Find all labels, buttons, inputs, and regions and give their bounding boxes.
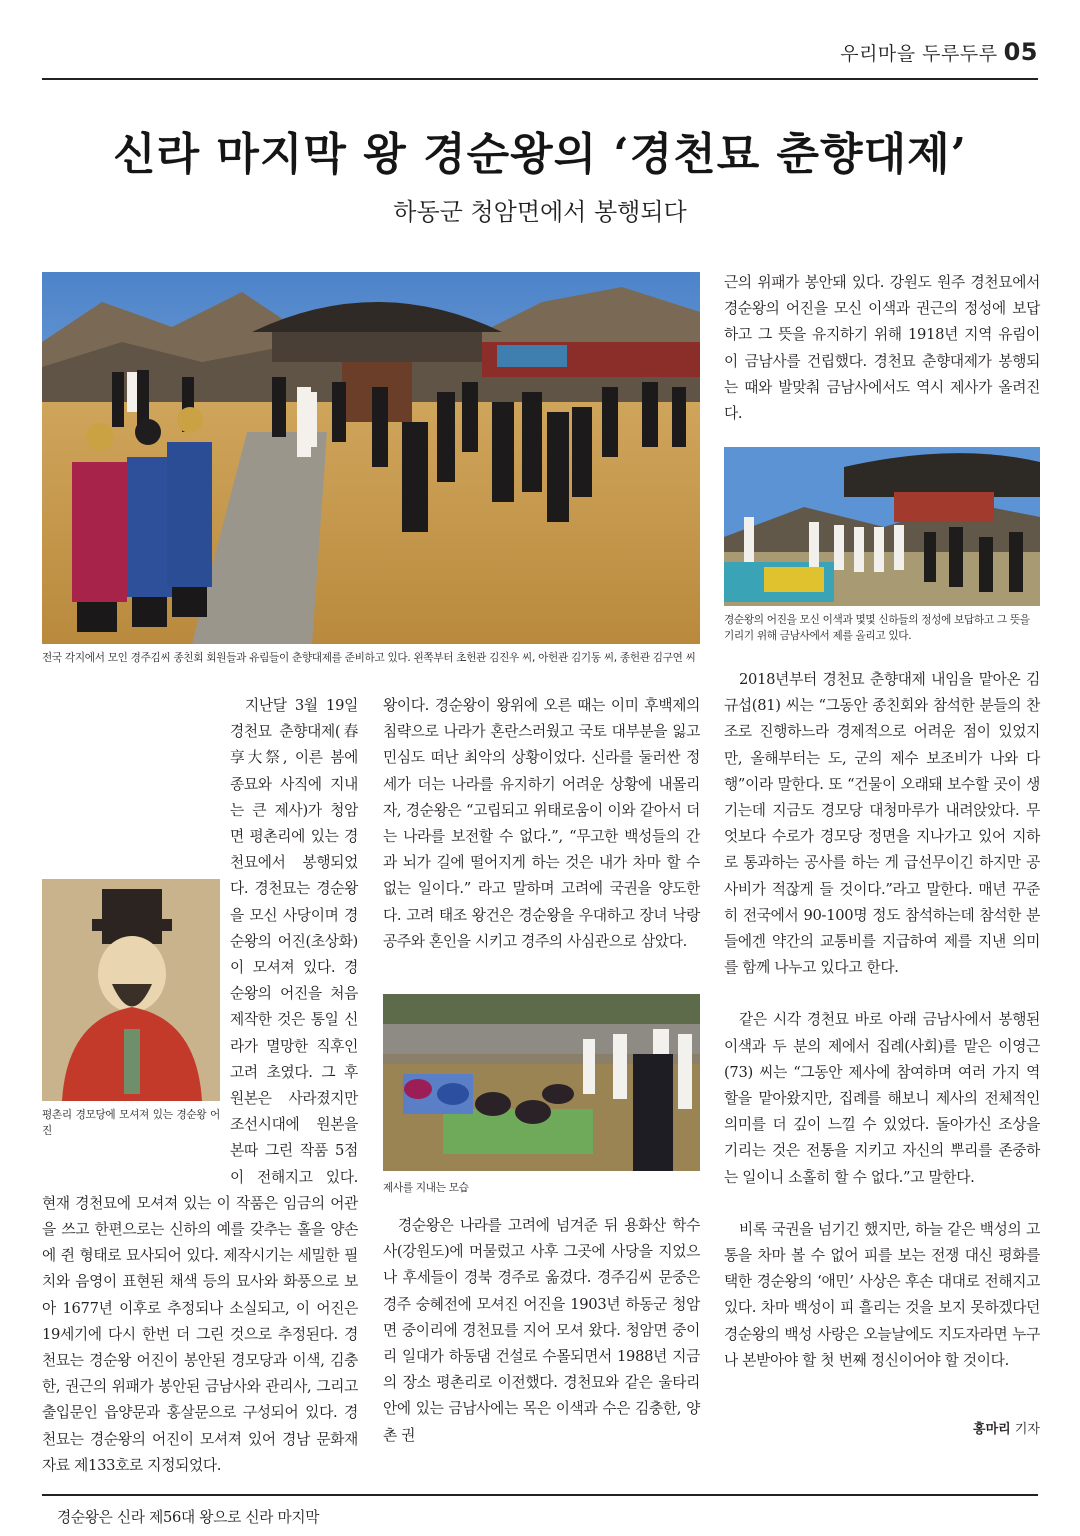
- col3-paragraph-1: 근의 위패가 봉안돼 있다. 강원도 원주 경천묘에서 경순왕의 어진을 모신 이색과 권근의 정성에 보답하고 그 뜻을 유지하기 위해 1918년 지역 유림이 이 금남사를 건립했다. 경천묘 춘향대제가 봉행되는 때와 발맞춰 금남사에서도 역시 제사가 올려진다.: [724, 274, 1040, 423]
- temple-caption: 경순왕의 어진을 모신 이색과 몇몇 신하들의 정성에 보답하고 그 뜻을 기리기 위해 금남사에서 제를 올리고 있다.: [724, 614, 1030, 642]
- portrait-caption: 평촌리 경모당에 모셔져 있는 경순왕 어진: [42, 1109, 220, 1137]
- section-name: 우리마을 두루두루: [840, 43, 998, 65]
- col3-paragraph-4: 비록 국권을 넘기긴 했지만, 하늘 같은 백성의 고통을 차마 볼 수 없어 피를 보는 전쟁 대신 평화를 택한 경순왕의 ‘애민’ 사상은 후손 대대로 전해지고 있다. 차마 백성이 피 흘리는 것을 보지 못하겠다던 경순왕의 백성 사랑은 오늘날에도 지도자라면 누구나 본받아야 할 첫 번째 정신이어야 할 것이다.: [724, 1220, 1040, 1369]
- ritual-photo: [383, 994, 700, 1171]
- ritual-caption: 제사를 지내는 모습: [383, 1182, 469, 1194]
- temple-photo: [724, 447, 1040, 606]
- col2-paragraph-2: 경순왕은 나라를 고려에 넘겨준 뒤 용화산 학수사(강원도)에 머물렀고 사후 그곳에 사당을 지었으나 후세들이 경북 경주로 옮겼다. 경주김씨 문중은 경주 숭혜전에 모셔진 어진을 1903년 하동군 청암면 중이리에 경천묘를 지어 모셔 왔다. 청암면 중이리 일대가 하동댐 건설로 수몰되면서 1988년 지금의 장소 평촌리로 이전했다. 경천묘와 같은 울타리 안에 있는 금남사에는 목은 이색과 수은 김충한, 양촌 권: [383, 1217, 700, 1444]
- col1-paragraph-1: 지난달 3월 19일 경천묘 춘향대제(春享大祭, 이른 봄에 종묘와 사직에 지내는 큰 제사)가 청암면 평촌리에 있는 경천묘에서 봉행되었다. 경천묘는 경순왕을 모신 사당이며 경순왕의 어진(초상화)이 모셔져 있다. 경순왕의 어진을 처음 제작한 것은 통일 신라가 멸망한 직후인 고려 초였다. 그 후 원본은 사라졌지만 조선시대에 원본을 본따 그린 작품 5점이 전해지고 있다. 현재 경천묘에 모셔져 있는 이 작품은 임금의 어관을 쓰고 한편으로는 신하의 예를 갖추는 홀을 양손에 쥔 형태로 묘사되어 있다. 제작시기는 세밀한 필치와 음영이 표현된 채색 등의 묘사와 화풍으로 보아 1677년 이후로 추정되나 소실되고, 이 어진은 19세기에 다시 한번 더 그린 것으로 추정된다. 경천묘는 경순왕 어진이 봉안된 경모당과 이색, 김충한, 권근의 위패가 봉안된 금남사와 관리사, 그리고 출입문인 읍양문과 홍살문으로 구성되어 있다. 경천묘는 경순왕의 어진이 모셔져 있어 경남 문화재자료 제133호로 지정되었다.: [42, 697, 358, 1474]
- column-3-continued: [724, 667, 1040, 1374]
- column-3: [724, 270, 1040, 427]
- footer-rule: [42, 1494, 1038, 1496]
- header-rule: [42, 78, 1038, 80]
- portrait-photo: [42, 879, 220, 1101]
- page-number: 05: [1003, 38, 1038, 66]
- col3-paragraph-2: 2018년부터 경천묘 춘향대제 내임을 맡아온 김규섭(81) 씨는 “그동안 종친회와 참석한 분들의 찬조로 진행하느라 경제적으로 어려운 점이 있었지만, 올해부터는 도, 군의 제수 보조비가 나와 다행”이라 말한다. 또 “건물이 오래돼 보수할 곳이 생기는데 지금도 경모당 대청마루가 내려앉았다. 무엇보다 수로가 경모당 정면을 지나가고 있어 지하로 통과하는 공사를 하는 게 급선무이긴 하지만 공사비가 적잖게 들 것이다.”라고 말한다. 매년 꾸준히 전국에서 90-100명 정도 참석하는데 참석한 분들에겐 약간의 교통비를 지급하여 제를 지낸 의미를 함께 나누고 있다고 한다.: [724, 671, 1040, 977]
- main-photo: [42, 272, 700, 644]
- article-title: 신라 마지막 왕 경순왕의 ‘경천묘 춘향대제’: [113, 129, 967, 180]
- column-2-continued: [383, 1213, 700, 1449]
- section-header: [840, 38, 1038, 66]
- portrait-figure: [42, 879, 222, 1169]
- main-photo-caption: 전국 각지에서 모인 경주김씨 종친회 회원들과 유림들이 춘향대제를 준비하고 있다. 왼쪽부터 초헌관 김진우 씨, 아헌관 김기동 씨, 종헌관 김구연 씨: [42, 652, 696, 664]
- column-2: [383, 693, 700, 955]
- byline-name: 홍마리: [973, 1422, 1011, 1437]
- byline: [724, 1418, 1040, 1437]
- article-subtitle: 하동군 청암면에서 봉행되다: [393, 198, 687, 226]
- col1-paragraph-2: 경순왕은 신라 제56대 왕으로 신라 마지막: [57, 1509, 320, 1527]
- col2-paragraph-1: 왕이다. 경순왕이 왕위에 오른 때는 이미 후백제의 침략으로 나라가 혼란스러웠고 국토 대부분을 잃고 민심도 떠난 최악의 상황이었다. 신라를 둘러싼 정세가 더는 나라를 유지하기 어려운 상황에 내몰리자, 경순왕은 “고립되고 위태로움이 이와 같아서 더는 나라를 보전할 수 없다.”, “무고한 백성들의 간과 뇌가 길에 떨어지게 하는 것은 내가 차마 할 수 없는 일이다.” 라고 말하며 고려에 국권을 양도한다. 고려 태조 왕건은 경순왕을 우대하고 장녀 낙랑공주와 혼인을 시키고 경주의 사심관으로 삼았다.: [383, 697, 700, 950]
- col3-paragraph-3: 같은 시각 경천묘 바로 아래 금남사에서 봉행된 이색과 두 분의 제에서 집례(사회)를 맡은 이영근(73) 씨는 “그동안 제사에 참여하며 여러 가지 역할을 맡아왔지만, 집례를 해보니 제사의 전체적인 의미를 더 깊이 느낄 수 있었다. 돌아가신 조상을 기리는 것은 전통을 지키고 자신의 뿌리를 존중하는 일이니 소홀히 할 수 없다.”고 말한다.: [724, 1011, 1040, 1186]
- byline-role: 기자: [1014, 1422, 1040, 1437]
- column-1: [42, 693, 358, 1527]
